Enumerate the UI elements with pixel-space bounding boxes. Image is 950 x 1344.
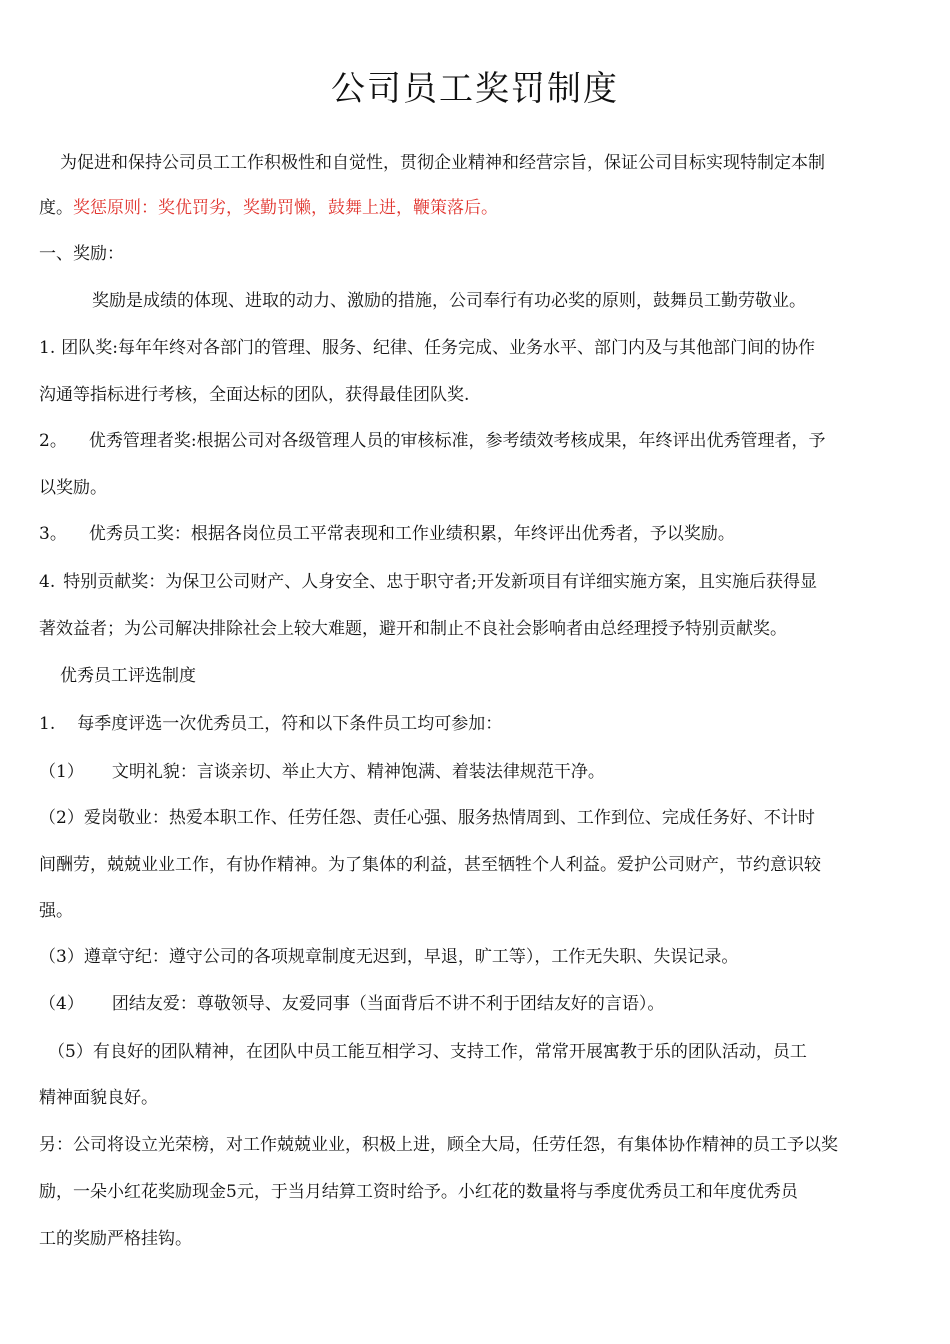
item-number: 1. — [39, 714, 56, 734]
award-manager-line-1 — [39, 430, 826, 452]
award-employee-line-1 — [39, 523, 735, 545]
condition-text: 团结友爱：尊敬领导、友爱同事（当面背后不讲不利于团结友好的言语）。 — [111, 994, 665, 1014]
award-text: 优秀员工奖：根据各岗位员工平常表现和工作业绩积累，年终评出优秀者，予以奖励。 — [88, 524, 735, 544]
condition-number: （2） — [39, 808, 84, 828]
condition-3-line-1 — [39, 946, 738, 968]
award-text: 团队奖:每年年终对各部门的管理、服务、纪律、任务完成、业务水平、部门内及与其他部门间的协作 — [61, 338, 815, 358]
condition-number: （3） — [39, 947, 84, 967]
award-team-line-1 — [39, 337, 815, 359]
condition-number: （4） — [39, 994, 84, 1014]
condition-2-line-1 — [39, 807, 815, 829]
note-line-2: 励，一朵小红花奖励现金5元，于当月结算工资时给予。小红花的数量将与季度优秀员工和年度优秀员 — [39, 1182, 798, 1202]
condition-1-line-1 — [39, 761, 605, 783]
page-title: 公司员工奖罚制度 — [331, 69, 619, 109]
evaluation-item-1 — [39, 713, 502, 735]
condition-text: 有良好的团队精神，在团队中员工能互相学习、支持工作，常常开展寓教于乐的团队活动，员工 — [92, 1042, 807, 1062]
condition-5-line-1 — [48, 1041, 807, 1063]
intro-prefix: 度。 — [39, 198, 73, 218]
award-team-line-2: 沟通等指标进行考核，全面达标的团队，获得最佳团队奖. — [39, 385, 470, 405]
note-line-1: 另：公司将设立光荣榜，对工作兢兢业业，积极上进，顾全大局，任劳任怨，有集体协作精神的员工予以奖 — [39, 1135, 838, 1155]
condition-text: 文明礼貌：言谈亲切、举止大方、精神饱满、着装法律规范干净。 — [111, 762, 605, 782]
condition-2-line-2: 间酬劳，兢兢业业工作，有协作精神。为了集体的利益，甚至牺牲个人利益。爱护公司财产，节约意识较 — [39, 855, 821, 875]
rewards-lead: 奖励是成绩的体现、进取的动力、激励的措施，公司奉行有功必奖的原则，鼓舞员工勤劳敬业。 — [92, 291, 806, 311]
award-text: 优秀管理者奖:根据公司对各级管理人员的审核标准，参考绩效考核成果，年终评出优秀管理者，予 — [88, 431, 826, 451]
condition-text: 爱岗敬业：热爱本职工作、任劳任怨、责任心强、服务热情周到、工作到位、完成任务好、不计时 — [83, 808, 815, 828]
condition-5-line-2: 精神面貌良好。 — [39, 1088, 158, 1108]
award-text: 特别贡献奖：为保卫公司财产、人身安全、忠于职守者;开发新项目有详细实施方案，且实施后获得显 — [63, 572, 817, 592]
note-line-3: 工的奖励严格挂钩。 — [39, 1229, 192, 1249]
award-manager-line-2: 以奖励。 — [39, 478, 107, 498]
intro-line-1: 为促进和保持公司员工工作积极性和自觉性，贯彻企业精神和经营宗旨，保证公司目标实现特制定本制 — [60, 153, 825, 173]
condition-number: （1） — [39, 762, 84, 782]
award-special-line-2: 著效益者；为公司解决排除社会上较大难题，避开和制止不良社会影响者由总经理授予特别贡献奖。 — [39, 619, 787, 639]
condition-text: 遵章守纪：遵守公司的各项规章制度无迟到，早退，旷工等），工作无失职、失误记录。 — [83, 947, 739, 967]
award-number: 1. — [39, 338, 56, 358]
condition-2-line-3: 强。 — [39, 901, 73, 921]
item-text: 每季度评选一次优秀员工，符和以下条件员工均可参加： — [77, 714, 503, 734]
section-heading-rewards: 一、奖励： — [39, 244, 124, 264]
award-number: 3。 — [39, 524, 67, 544]
award-special-line-1 — [39, 571, 817, 593]
condition-number: （5） — [48, 1042, 93, 1062]
award-number: 4. — [39, 572, 56, 592]
intro-line-2 — [39, 197, 498, 219]
condition-4-line-1 — [39, 993, 664, 1015]
reward-principle: 奖惩原则：奖优罚劣，奖勤罚懒，鼓舞上进，鞭策落后。 — [73, 198, 498, 218]
award-number: 2。 — [39, 431, 67, 451]
evaluation-heading: 优秀员工评选制度 — [60, 666, 196, 686]
